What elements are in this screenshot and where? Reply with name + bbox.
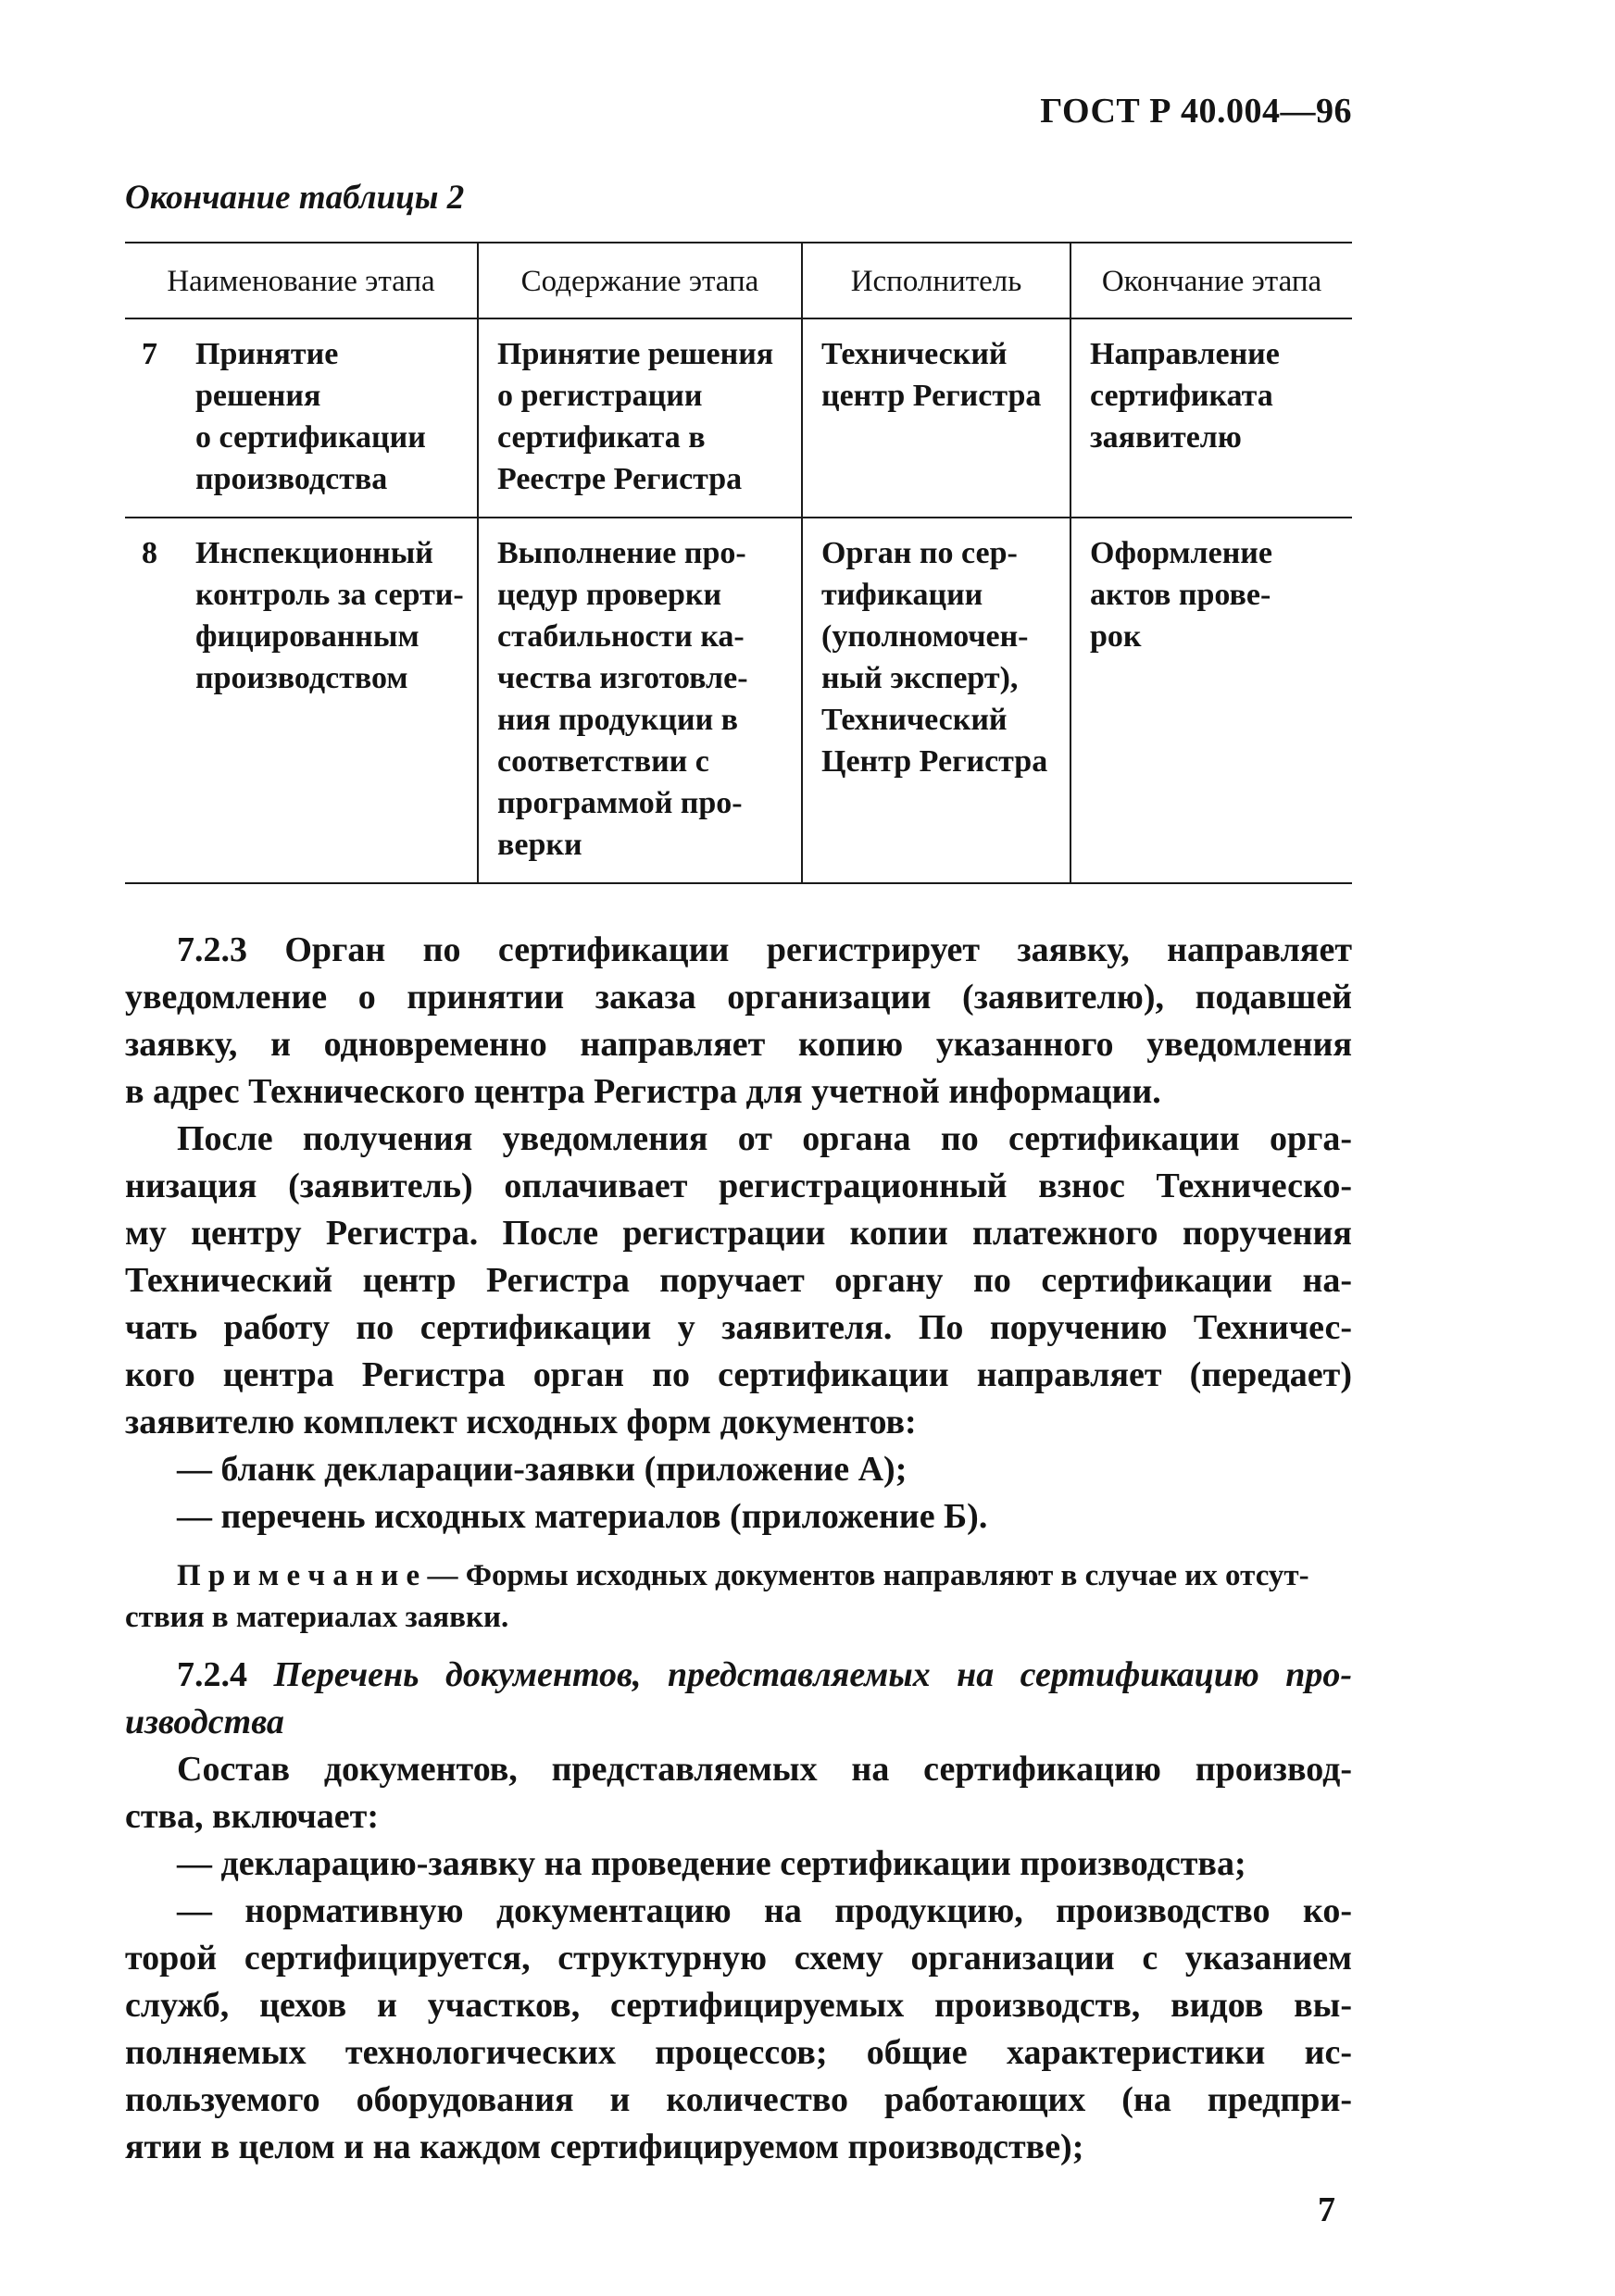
text-line: служб, цехов и участков, сертифицируемых производств, видов вы- [125,1986,1352,2025]
column-header-stage-end: Окончание этапа [1070,243,1352,318]
text-line: му центру Регистра. После регистрации копии платежного поручения [125,1214,1352,1253]
text-line: Состав документов, представляемых на сертификацию производ- [177,1750,1352,1789]
document-code: ГОСТ Р 40.004—96 [1040,92,1352,131]
heading-7-2-4-line-2: изводства [125,1703,284,1741]
clause-title: Перечень документов, представляемых на сертификацию про- [247,1655,1352,1694]
text-line: заявителю комплект исходных форм документов: [125,1403,917,1441]
text-line: стабильности ка- [497,619,745,654]
list-item-source-materials [125,1493,1352,1541]
text-line: фицированным [195,619,419,654]
row-number: 8 [142,536,157,570]
text-line: Орган по сер- [821,536,1018,570]
table-header-row [125,243,1352,319]
stage-content-cell [477,319,801,517]
text-line: цедур проверки [497,578,722,612]
row-number: 7 [142,337,157,371]
paragraph-normative-docs [125,1888,1352,2171]
heading-7-2-4 [125,1652,1352,1746]
list-item-declaration-request [125,1841,1352,1888]
certification-stages-table [125,242,1352,884]
text-line: кого центра Регистра орган по сертификации направляет (передает) [125,1355,1352,1394]
column-header-stage-name: Наименование этапа [167,265,435,298]
text-line: — перечень исходных материалов (приложение Б). [177,1497,988,1536]
paragraph-document-list-intro [125,1746,1352,1841]
text-line: центр Регистра [821,379,1042,413]
executor-cell [801,319,1070,517]
page-content [125,0,1352,2230]
cell-text [195,333,466,500]
text-line: актов прове- [1090,578,1271,612]
text-line: производства [195,462,388,496]
page-number: 7 [1318,2190,1335,2229]
text-line: П р и м е ч а н и е — Формы исходных документов направляют в случае их отсут- [177,1559,1309,1592]
text-line: контроль за серти- [195,578,464,612]
text-line: ятии в целом и на каждом сертифицируемом производстве); [125,2128,1084,2166]
text-line: заявку, и одновременно направляет копию указанного уведомления [125,1025,1352,1064]
text-line: торой сертифицируется, структурную схему организации с указанием [125,1939,1352,1978]
text-line: пользуемого оборудования и количество работающих (на предпри- [125,2080,1352,2119]
text-line: Технический центр Регистра поручает органу по сертификации на- [125,1261,1352,1300]
text-line: Направление [1090,337,1280,371]
text-line: — бланк декларации-заявки (приложение А); [177,1450,908,1489]
list-item-declaration-blank [125,1446,1352,1493]
text-line: Технический [821,703,1008,737]
stage-name-cell [125,319,477,517]
table-row-8 [125,518,1352,882]
text-line: Реестре Регистра [497,462,743,496]
stage-end-cell [1070,518,1352,882]
table-row-7 [125,319,1352,518]
text-line: полняемых технологических процессов; общие характеристики ис- [125,2033,1352,2072]
text-line: Выполнение про- [497,536,746,570]
text-line: заявителю [1090,420,1242,455]
text-line: в адрес Технического центра Регистра для учетной информации. [125,1072,1161,1111]
text-line: (уполномочен- [821,619,1029,654]
text-line: Технический [821,337,1008,371]
text-line: производством [195,661,408,695]
text-line: рок [1090,619,1142,654]
text-line: верки [497,828,582,862]
executor-cell [801,518,1070,882]
stage-name-cell [125,518,477,882]
text-line: Принятие решения [195,337,339,413]
text-line: тификации [821,578,983,612]
cell-text [195,532,466,866]
text-line: ный эксперт), [821,661,1019,695]
column-header-executor: Исполнитель [801,243,1070,318]
text-line: чества изготовле- [497,661,748,695]
stage-content-cell [477,518,801,882]
text-line: Оформление [1090,536,1272,570]
stage-end-cell [1070,319,1352,517]
clause-number: 7.2.4 [177,1655,247,1694]
heading-7-2-4-line-1 [125,1652,1352,1699]
text-line: сертификата [1090,379,1273,413]
text-line: о сертификации [195,420,426,455]
text-line: 7.2.3 Орган по сертификации регистрирует заявку, направляет [177,930,1352,969]
text-line: Инспекционный [195,536,433,570]
text-line: — декларацию-заявку на проведение сертификации производства; [177,1844,1246,1883]
text-line: уведомление о принятии заказа организации (заявителю), подавшей [125,978,1352,1017]
text-line: После получения уведомления от органа по сертификации орга- [177,1119,1352,1158]
column-header-stage-content: Содержание этапа [477,243,801,318]
text-line: Центр Регистра [821,744,1048,779]
paragraph-7-2-3 [125,927,1352,1116]
body-text [125,927,1352,2171]
text-line: чать работу по сертификации у заявителя. По поручению Техничес- [125,1308,1352,1347]
text-line: программой про- [497,786,743,820]
text-line: Принятие решения [497,337,774,371]
text-line: соответствии с [497,744,709,779]
text-line: — нормативную документацию на продукцию, производство ко- [177,1891,1352,1930]
note-paragraph [125,1555,1352,1639]
text-line: низация (заявитель) оплачивает регистрационный взнос Техническо- [125,1167,1352,1205]
text-line: сертификата в [497,420,706,455]
paragraph-notification [125,1116,1352,1446]
text-line: ния продукции в [497,703,739,737]
text-line: ства, включает: [125,1797,379,1836]
text-line: о регистрации [497,379,703,413]
text-line: ствия в материалах заявки. [125,1601,509,1634]
table-caption: Окончание таблицы 2 [125,179,465,217]
